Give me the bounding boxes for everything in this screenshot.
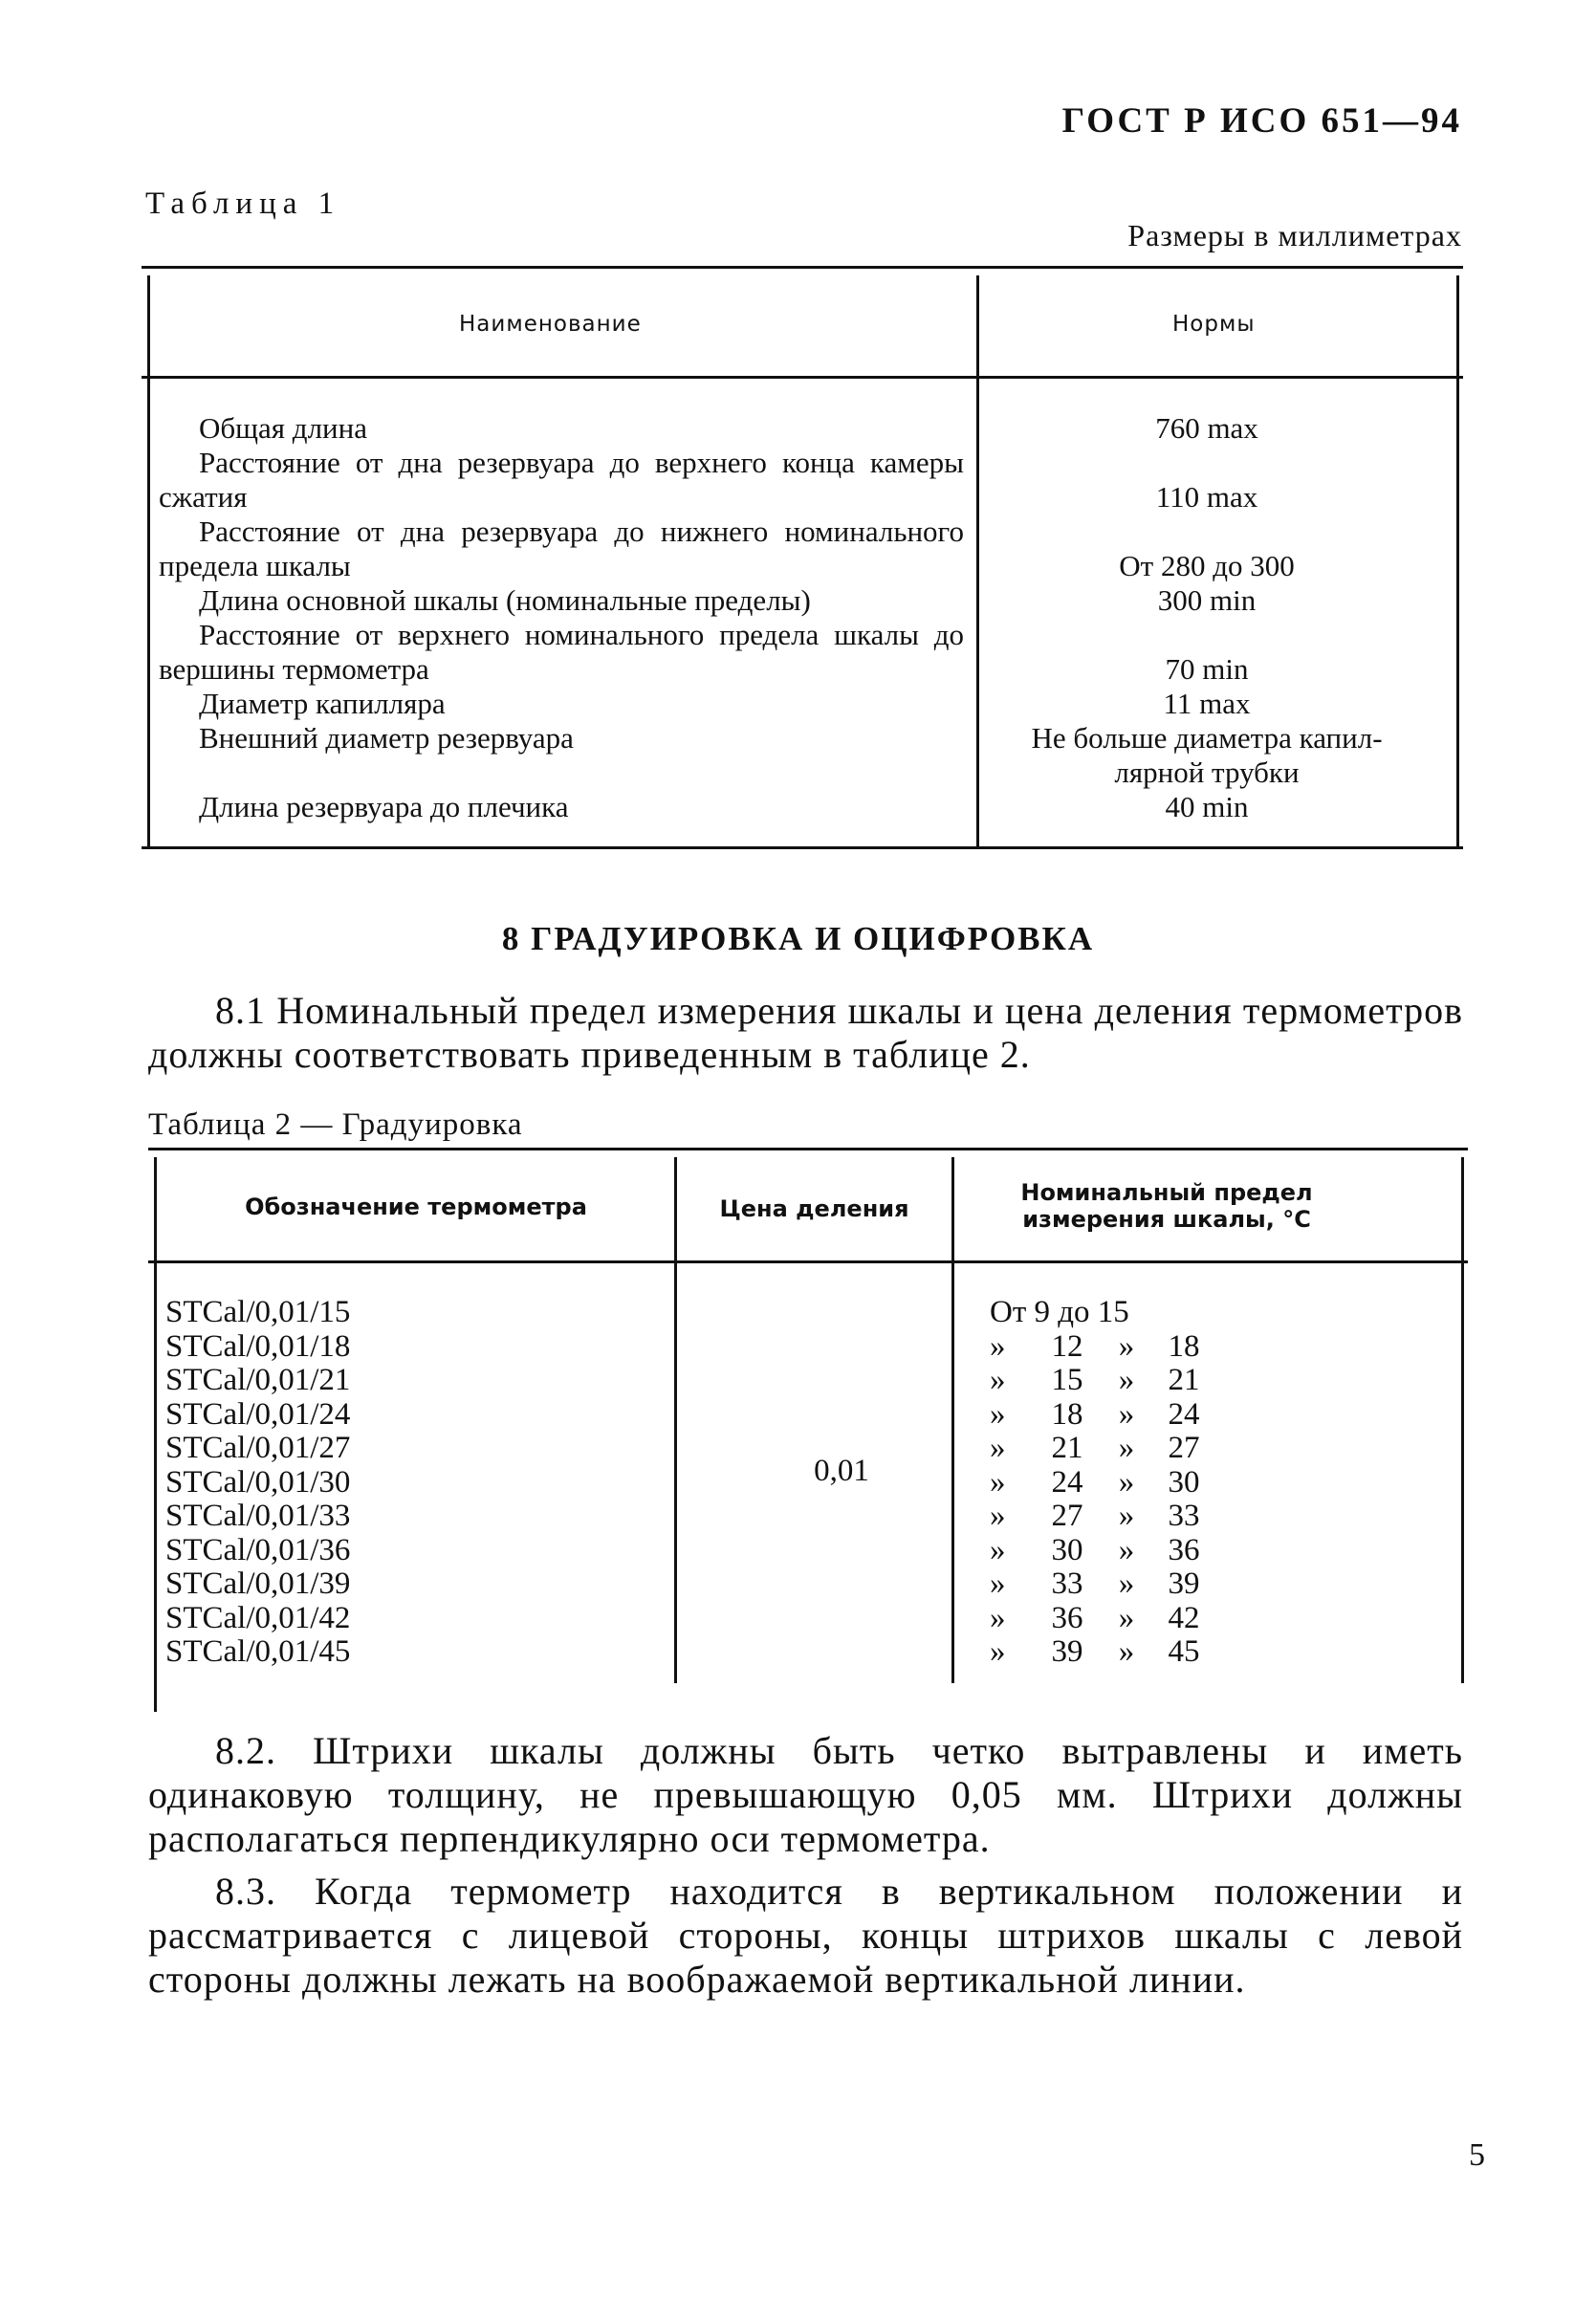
table1-row-name: Расстояние от дна резервуара до нижнего номинального предела шкалы bbox=[159, 515, 964, 582]
table1-norm-line bbox=[973, 446, 1440, 480]
table2-ranges bbox=[990, 1296, 1208, 1670]
table2-range-to: 39 bbox=[1168, 1566, 1200, 1601]
table2-range-to: 27 bbox=[1168, 1431, 1200, 1465]
paragraph-8-1: 8.1 Номинальный предел измерения шкалы и цена деления термометров должны соответствовать приведенным в таблице 2. bbox=[148, 989, 1463, 1076]
table2-range-q2: » bbox=[1118, 1396, 1135, 1432]
table2-range-to: 36 bbox=[1168, 1532, 1200, 1567]
section-title: 8 ГРАДУИРОВКА И ОЦИФРОВКА bbox=[501, 920, 1095, 957]
table2-range-q2: » bbox=[1118, 1464, 1135, 1500]
table2-divider-1 bbox=[674, 1157, 677, 1683]
table1-header-norm: Нормы bbox=[1172, 312, 1256, 337]
table1-row-norm bbox=[973, 790, 1440, 824]
table2-range-from: 24 bbox=[1051, 1464, 1083, 1500]
table2-range-q2: » bbox=[1118, 1328, 1135, 1364]
table2-range-to: 45 bbox=[1168, 1634, 1200, 1669]
table1-row-name: Расстояние от дна резервуара до верхнего конца камеры сжатия bbox=[159, 446, 964, 514]
table1-row-norm bbox=[973, 687, 1440, 721]
table2-divider-2 bbox=[951, 1157, 954, 1683]
table2-range-row bbox=[990, 1534, 1208, 1568]
table2-top-rule bbox=[148, 1148, 1468, 1150]
table1-caption: Таблица 1 bbox=[145, 186, 341, 221]
table1-row bbox=[159, 411, 1440, 446]
table1-norm-line: 11 max bbox=[1163, 687, 1251, 720]
table1-row-norm bbox=[973, 411, 1440, 446]
table1-norm-line: лярной трубки bbox=[1114, 756, 1300, 789]
table2-right-border bbox=[1461, 1157, 1464, 1683]
table1-body bbox=[159, 411, 1440, 824]
table2-caption: Таблица 2 — Градуировка bbox=[148, 1107, 523, 1142]
table1-norm-line: От 280 до 300 bbox=[1119, 549, 1295, 582]
table2-range-q2: » bbox=[1118, 1431, 1135, 1465]
table2-range-q1: » bbox=[990, 1328, 1006, 1364]
table2-range-q2: » bbox=[1118, 1600, 1135, 1635]
table2-range-row bbox=[990, 1466, 1208, 1500]
table1-row-norm bbox=[973, 515, 1440, 583]
table1-row bbox=[159, 583, 1440, 618]
table2-range-from: 15 bbox=[1051, 1363, 1083, 1397]
table2-range-q1: » bbox=[990, 1532, 1006, 1567]
table2-range-q1: » bbox=[990, 1431, 1006, 1465]
table2-codes bbox=[165, 1296, 350, 1670]
table2-code: STCal/0,01/30 bbox=[165, 1464, 351, 1500]
table1-row-norm bbox=[973, 446, 1440, 515]
table2-range-row bbox=[990, 1364, 1208, 1398]
table2-code: STCal/0,01/33 bbox=[165, 1499, 351, 1533]
table1-row bbox=[159, 687, 1440, 721]
table2-header-price: Цена деления bbox=[719, 1195, 909, 1222]
table1-norm-line: 300 min bbox=[1157, 583, 1257, 617]
table1-row-norm bbox=[973, 583, 1440, 618]
table2-range-from: 39 bbox=[1051, 1634, 1083, 1669]
paragraph-8-2: 8.2. Штрихи шкалы должны быть четко вытравлены и иметь одинаковую толщину, не превышающую 0,05 мм. Штрихи должны располагаться перпендикулярно оси термометра. bbox=[148, 1729, 1463, 1860]
table2-range-q1: » bbox=[990, 1363, 1006, 1397]
table1-row-norm bbox=[973, 721, 1440, 790]
table2-range-from: 21 bbox=[1051, 1431, 1083, 1465]
table2-code: STCal/0,01/18 bbox=[165, 1328, 351, 1364]
table1-right-border bbox=[1456, 275, 1459, 849]
table1-row bbox=[159, 446, 1440, 515]
table1-left-border bbox=[147, 275, 150, 849]
table2-range-to: 24 bbox=[1168, 1396, 1200, 1432]
table2-range-q2: » bbox=[1118, 1634, 1135, 1669]
table1-header-name: Наименование bbox=[459, 312, 642, 337]
table2-code: STCal/0,01/36 bbox=[165, 1532, 351, 1567]
paragraph-8-3: 8.3. Когда термометр находится в вертикальном положении и рассматривается с лицевой стороны, концы штрихов шкалы с левой стороны должны лежать на воображаемой вертикальной линии. bbox=[148, 1870, 1463, 2001]
table2-header-range: Номинальный предел измерения шкалы, °С bbox=[1020, 1179, 1313, 1233]
table2-range-q1: » bbox=[990, 1634, 1006, 1669]
document-code: ГОСТ Р ИСО 651—94 bbox=[1061, 101, 1462, 141]
table1-top-rule bbox=[142, 266, 1463, 269]
table1-row-name: Длина основной шкалы (номинальные пределы) bbox=[199, 583, 811, 617]
table2-code: STCal/0,01/15 bbox=[165, 1295, 351, 1329]
table1-bottom-rule bbox=[142, 846, 1463, 849]
table2-range-q1: » bbox=[990, 1600, 1006, 1635]
table2-range-q1: » bbox=[990, 1499, 1006, 1533]
table1-row bbox=[159, 721, 1440, 790]
table1 bbox=[142, 266, 1463, 849]
table1-norm-line: 110 max bbox=[1155, 480, 1258, 514]
table1-norm-line bbox=[973, 618, 1440, 652]
table1-row-name: Длина резервуара до плечика bbox=[199, 790, 569, 823]
table2-range-from: 12 bbox=[1051, 1328, 1083, 1364]
table2-range-row bbox=[990, 1567, 1208, 1602]
table1-row-name: Диаметр капилляра bbox=[199, 687, 446, 720]
table2-range-to: 42 bbox=[1168, 1600, 1200, 1635]
table2-range-q2: » bbox=[1118, 1499, 1135, 1533]
table2-code: STCal/0,01/27 bbox=[165, 1431, 351, 1465]
table2-range-row bbox=[990, 1398, 1208, 1433]
table2-price-value: 0,01 bbox=[814, 1454, 869, 1488]
table2-range-to: 21 bbox=[1168, 1363, 1200, 1397]
table2-code: STCal/0,01/21 bbox=[165, 1363, 351, 1397]
table2-range-to: 18 bbox=[1168, 1328, 1200, 1364]
table1-row-name: Общая длина bbox=[199, 411, 367, 445]
table2-code: STCal/0,01/45 bbox=[165, 1634, 351, 1669]
table2-range-from: 18 bbox=[1051, 1396, 1083, 1432]
table2-left-border bbox=[154, 1157, 157, 1712]
table2-range-to: 30 bbox=[1168, 1464, 1200, 1500]
table1-norm-line: 760 max bbox=[1155, 411, 1258, 445]
table2-code: STCal/0,01/24 bbox=[165, 1396, 351, 1432]
table2-range-q1: » bbox=[990, 1396, 1006, 1432]
table1-norm-line bbox=[973, 515, 1440, 549]
table1-row bbox=[159, 515, 1440, 583]
table2-header-rule bbox=[148, 1260, 1468, 1263]
table2-range-first: От 9 до 15 bbox=[990, 1295, 1129, 1329]
table2-range-q1: » bbox=[990, 1464, 1006, 1500]
table1-units: Размеры в миллиметрах bbox=[1127, 218, 1462, 252]
table1-row-name: Расстояние от верхнего номинального предела шкалы до вершины термометра bbox=[159, 618, 964, 686]
table2-range-from: 36 bbox=[1051, 1600, 1083, 1635]
table2-code: STCal/0,01/42 bbox=[165, 1600, 351, 1635]
table2-range-row bbox=[990, 1432, 1208, 1466]
table2-range-to: 33 bbox=[1168, 1499, 1200, 1533]
table1-header-rule bbox=[142, 376, 1463, 379]
table1-row-norm bbox=[973, 618, 1440, 687]
table2-range-q1: » bbox=[990, 1566, 1006, 1601]
page-number: 5 bbox=[1469, 2137, 1485, 2173]
table1-row bbox=[159, 790, 1440, 824]
table2 bbox=[148, 1148, 1468, 1683]
table1-row bbox=[159, 618, 1440, 687]
table2-range-q2: » bbox=[1118, 1566, 1135, 1601]
table1-norm-line: Не больше диаметра капил- bbox=[1031, 721, 1383, 755]
table2-range-from: 30 bbox=[1051, 1532, 1083, 1567]
table2-range-q2: » bbox=[1118, 1532, 1135, 1567]
table2-range-row bbox=[990, 1635, 1208, 1670]
table2-code: STCal/0,01/39 bbox=[165, 1566, 351, 1601]
table2-range-from: 33 bbox=[1051, 1566, 1083, 1601]
table2-range-from: 27 bbox=[1051, 1499, 1083, 1533]
table1-row-name: Внешний диаметр резервуара bbox=[199, 721, 574, 755]
table2-range-row bbox=[990, 1330, 1208, 1365]
table2-range-row bbox=[990, 1602, 1208, 1636]
table2-header-code: Обозначение термометра bbox=[245, 1194, 587, 1220]
table2-range-q2: » bbox=[1118, 1363, 1135, 1397]
table1-norm-line: 40 min bbox=[1165, 790, 1249, 823]
table2-range-row bbox=[990, 1500, 1208, 1534]
table1-norm-line: 70 min bbox=[1165, 652, 1249, 686]
